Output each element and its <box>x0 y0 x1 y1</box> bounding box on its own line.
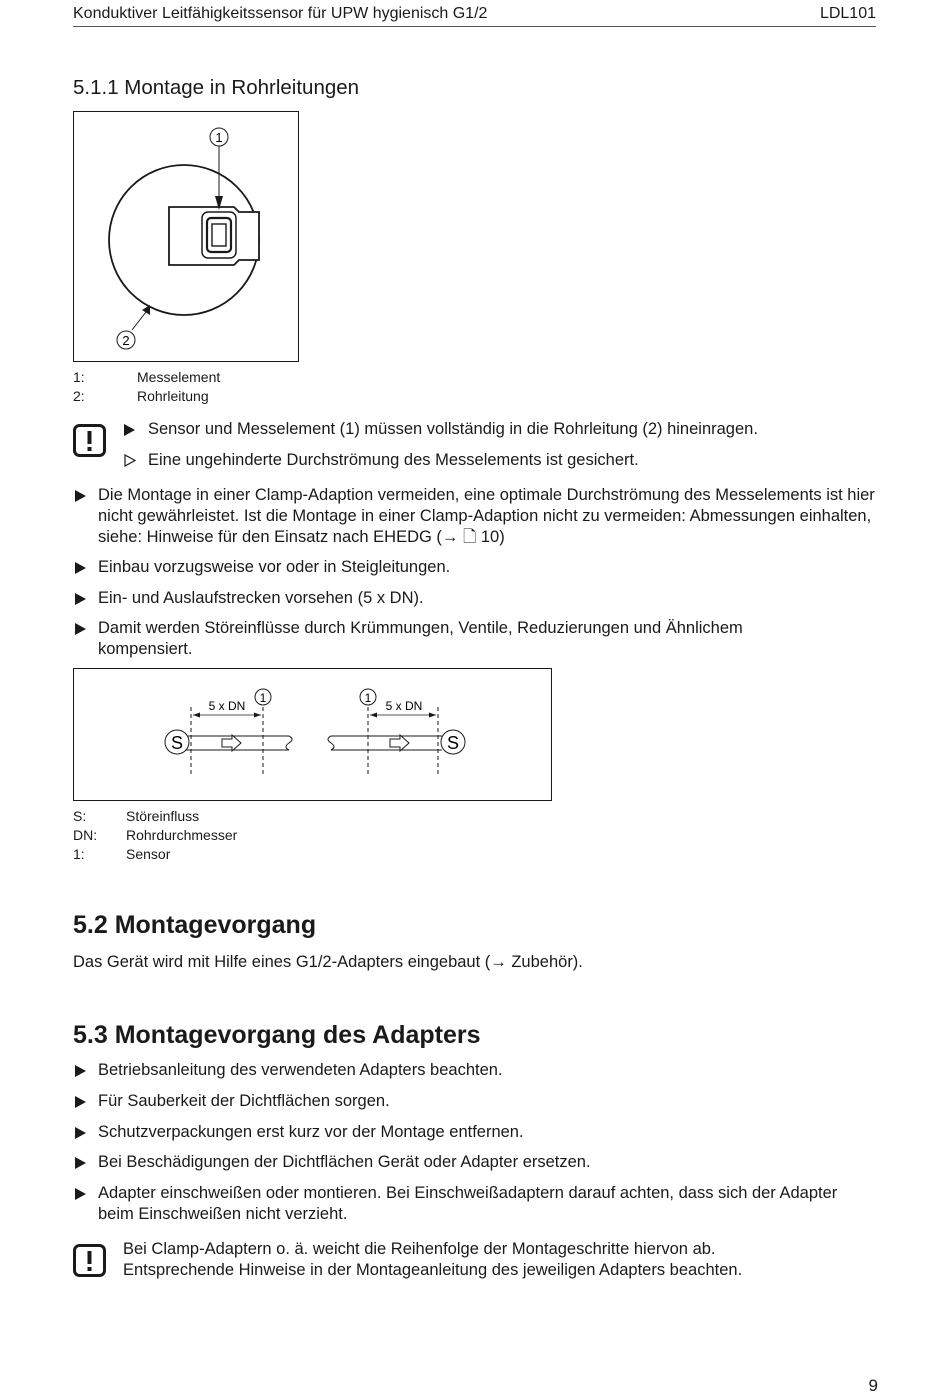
header-rule <box>73 26 876 27</box>
callout-2: 2 <box>122 333 130 348</box>
warning-icon <box>73 424 106 457</box>
figure-inlet-outlet <box>73 668 552 801</box>
sensor-callout-right: 1 <box>364 691 372 705</box>
flow-arrow-left <box>222 735 241 751</box>
section-heading-5-1-1: 5.1.1 Montage in Rohrleitungen <box>73 76 360 99</box>
bullet-arrow-icon <box>75 1188 86 1200</box>
bullet-arrow-icon <box>75 1096 86 1108</box>
instruction-schutzverpackungen: Schutzverpackungen erst kurz vor der Montage entfernen. <box>98 1123 524 1141</box>
callout-1: 1 <box>215 130 223 145</box>
document-title: Konduktiver Leitfähigkeitssensor für UPW hygienisch G1/2 <box>73 5 488 22</box>
bullet-arrow-icon <box>75 1127 86 1139</box>
bullet-arrow-icon <box>75 623 86 635</box>
flow-arrow-right <box>390 735 409 751</box>
figure-pipe-cross-section <box>73 111 299 362</box>
note-clamp-adapters: Bei Clamp-Adaptern o. ä. weicht die Reihenfolge der Montageschritte hiervon ab. Entsprechende Hinweise in der Montageanleitung des jeweiligen Adapters beachten. <box>123 1240 743 1279</box>
bullet-arrow-icon <box>75 1157 86 1169</box>
figure-legend-1 <box>73 369 373 409</box>
source-label-right: S <box>446 733 460 753</box>
instruction-betriebsanleitung: Betriebsanleitung des verwendeten Adapters beachten. <box>98 1061 503 1079</box>
section-heading-5-3: 5.3 Montagevorgang des Adapters <box>73 1021 481 1049</box>
figure-legend-2 <box>73 808 373 868</box>
dimension-label-left: 5 x DN <box>208 699 246 713</box>
instruction-einlaufstrecken: Ein- und Auslaufstrecken vorsehen (5 x DN). <box>98 589 424 607</box>
sensor-callout-left: 1 <box>259 691 267 705</box>
product-code: LDL101 <box>819 5 876 22</box>
bullet-arrow-icon <box>75 1065 86 1077</box>
bullet-arrow-icon <box>124 424 135 436</box>
instruction-clamp-adaption: Die Montage in einer Clamp-Adaption vermeiden, eine optimale Durchströmung des Messelements ist hier nicht gewährleistet. Ist die Montage in einer Clamp-Adaption nicht zu vermeiden: Abmessungen einhalten, siehe: Hinweise für den Einsatz nach EHEDG (→ 🗋 10) <box>98 486 875 546</box>
result-arrow-icon <box>124 454 136 467</box>
warning-icon <box>73 1244 106 1277</box>
legend-key: DN: <box>73 827 98 843</box>
bullet-arrow-icon <box>75 593 86 605</box>
bullet-arrow-icon <box>75 562 86 574</box>
legend-key: 2: <box>73 388 85 404</box>
page-number: 9 <box>868 1376 878 1395</box>
instruction-steigleitungen: Einbau vorzugsweise vor oder in Steigleitungen. <box>98 558 451 576</box>
legend-key: 1: <box>73 369 85 385</box>
legend-key: S: <box>73 808 87 824</box>
legend-value: Rohrdurchmesser <box>126 827 238 843</box>
warning-instruction: Sensor und Messelement (1) müssen vollständig in die Rohrleitung (2) hineinragen. <box>148 420 758 438</box>
inlet-outlet-drawing <box>74 669 550 799</box>
bullet-arrow-icon <box>75 490 86 502</box>
instruction-beschaedigungen: Bei Beschädigungen der Dichtflächen Gerät oder Adapter ersetzen. <box>98 1153 591 1171</box>
section-heading-5-2: 5.2 Montagevorgang <box>73 911 317 939</box>
instruction-stoereinfluesse: Damit werden Störeinflüsse durch Krümmungen, Ventile, Reduzierungen und Ähnlichem kompensiert. <box>98 619 743 658</box>
instruction-einschweissen: Adapter einschweißen oder montieren. Bei Einschweißadaptern darauf achten, dass sich der Adapter beim Einschweißen nicht verzieht. <box>98 1184 838 1223</box>
legend-key: 1: <box>73 846 85 862</box>
legend-value: Sensor <box>126 846 171 862</box>
legend-value: Messelement <box>137 369 221 385</box>
dimension-label-right: 5 x DN <box>385 699 423 713</box>
instruction-sauberkeit: Für Sauberkeit der Dichtflächen sorgen. <box>98 1092 390 1110</box>
section-5-2-text: Das Gerät wird mit Hilfe eines G1/2-Adapters eingebaut (→ Zubehör). <box>73 953 583 971</box>
warning-result: Eine ungehinderte Durchströmung des Messelements ist gesichert. <box>148 451 639 469</box>
legend-value: Rohrleitung <box>137 388 209 404</box>
pipe-cross-section-drawing <box>74 112 297 360</box>
legend-value: Störeinfluss <box>126 808 200 824</box>
source-label-left: S <box>170 733 184 753</box>
